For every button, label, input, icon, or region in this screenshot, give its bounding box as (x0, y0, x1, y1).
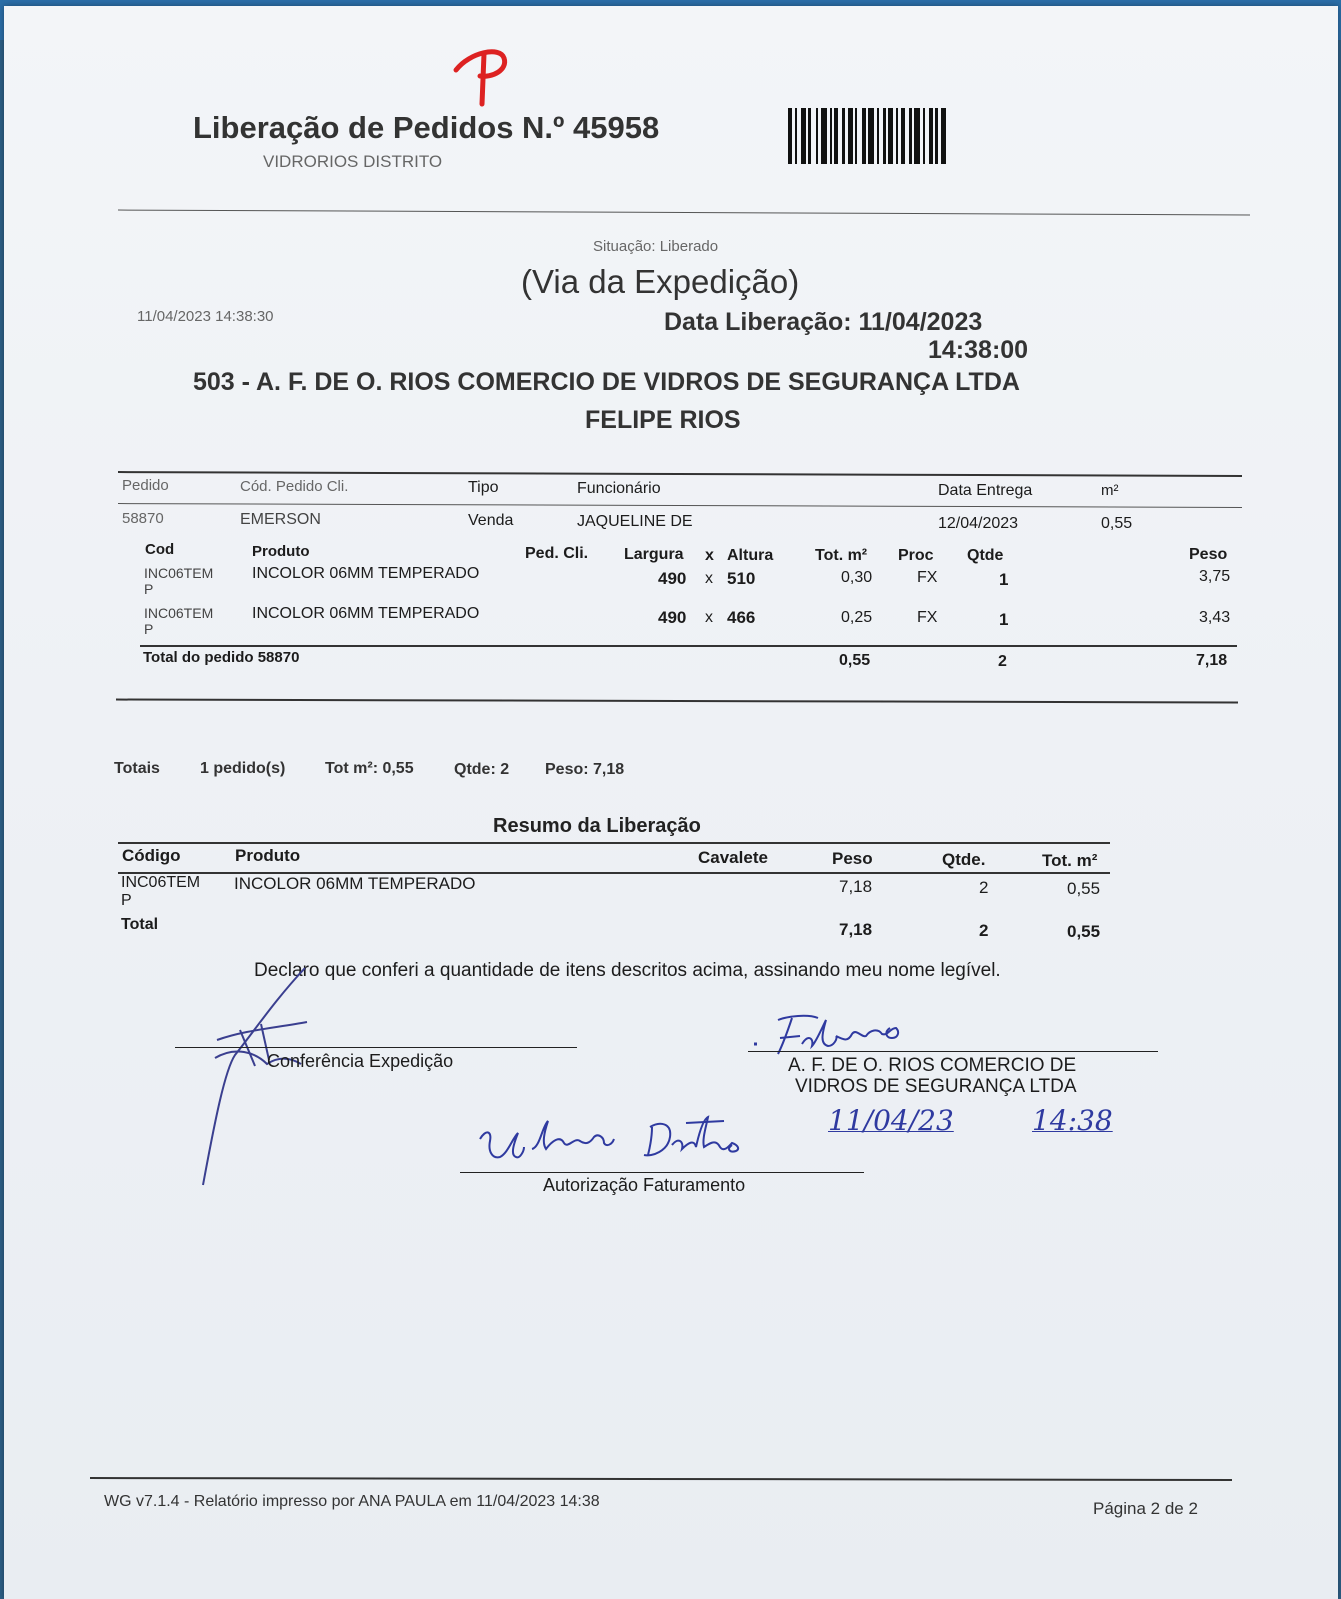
handwritten-p-mark (452, 42, 522, 112)
summary-total-peso: 7,18 (839, 920, 873, 939)
order-total-peso: 7,18 (1196, 652, 1228, 669)
summary-total-qtde: 2 (979, 921, 989, 940)
conferencia-signature-line (175, 1047, 577, 1048)
company-line2: VIDROS DE SEGURANÇA LTDA (795, 1076, 1077, 1097)
order-pedido-value: 58870 (122, 510, 164, 527)
totals-tot-m2: Tot m²: 0,55 (325, 760, 414, 777)
totals-qtde: Qtde: 2 (454, 761, 510, 778)
summary-produto: INCOLOR 06MM TEMPERADO (234, 874, 476, 893)
col-tipo: Tipo (468, 479, 499, 496)
order-m2-value: 0,55 (1101, 515, 1133, 532)
item-proc: FX (917, 609, 938, 626)
item-tot-m2: 0,25 (841, 609, 873, 626)
summary-col-qtde: Qtde. (942, 850, 986, 869)
item-col-qtde: Qtde (967, 547, 1004, 564)
item-produto: INCOLOR 06MM TEMPERADO (252, 605, 480, 622)
item-col-proc: Proc (898, 547, 934, 564)
item-peso: 3,43 (1199, 609, 1231, 626)
col-funcionario: Funcionário (577, 480, 661, 497)
summary-col-peso: Peso (832, 849, 873, 868)
barcode (788, 108, 990, 164)
summary-codigo-line1: INC06TEM (121, 874, 201, 891)
item-proc: FX (917, 569, 938, 586)
document-title: Liberação de Pedidos N.º 45958 (193, 110, 660, 145)
item-qtde: 1 (999, 570, 1009, 589)
handwritten-date: 11/04/23 (828, 1104, 954, 1137)
item-x: x (705, 570, 713, 587)
item-peso: 3,75 (1199, 568, 1231, 585)
summary-peso: 7,18 (839, 877, 873, 896)
client-line: 503 - A. F. DE O. RIOS COMERCIO DE VIDROS DE SEGURANÇA LTDA (193, 368, 1020, 396)
order-cod-cli-value: EMERSON (240, 511, 321, 528)
company-signature (748, 1010, 938, 1060)
item-col-x: x (705, 547, 714, 564)
item-produto: INCOLOR 06MM TEMPERADO (252, 565, 480, 582)
col-m2: m² (1101, 482, 1119, 499)
summary-col-codigo: Código (122, 846, 181, 865)
summary-title: Resumo da Liberação (493, 815, 701, 837)
item-col-produto: Produto (252, 543, 310, 560)
item-largura: 490 (658, 608, 687, 627)
item-cod-line1: INC06TEM (144, 565, 214, 581)
item-col-altura: Altura (727, 547, 774, 564)
item-col-cod: Cod (145, 541, 175, 558)
summary-total-label: Total (121, 916, 159, 933)
item-altura: 466 (727, 608, 756, 627)
order-total-rule (140, 645, 1237, 647)
summary-top-rule (118, 842, 1110, 844)
order-total-label: Total do pedido 58870 (143, 649, 300, 666)
autorizacao-label: Autorização Faturamento (543, 1175, 746, 1195)
item-cod-line1: INC06TEM (144, 605, 214, 621)
order-funcionario-value: JAQUELINE DE (577, 513, 693, 530)
totals-label: Totais (114, 760, 160, 777)
handwritten-time: 14:38 (1032, 1104, 1113, 1137)
summary-qtde: 2 (979, 878, 989, 897)
status-label: Situação: Liberado (593, 238, 719, 255)
item-cod-line2: P (144, 621, 154, 637)
item-col-ped-cli: Ped. Cli. (525, 545, 589, 562)
summary-col-tot-m2: Tot. m² (1042, 851, 1098, 870)
company-line1: A. F. DE O. RIOS COMERCIO DE (788, 1055, 1077, 1076)
col-cod-pedido-cli: Cód. Pedido Cli. (240, 478, 349, 495)
summary-total-tot-m2: 0,55 (1067, 922, 1101, 941)
summary-codigo-line2: P (121, 892, 132, 909)
order-data-entrega-value: 12/04/2023 (938, 515, 1019, 532)
item-largura: 490 (658, 569, 687, 588)
col-data-entrega: Data Entrega (938, 482, 1033, 499)
document-subtitle: VIDRORIOS DISTRITO (263, 152, 443, 171)
col-pedido: Pedido (122, 477, 169, 494)
item-tot-m2: 0,30 (841, 569, 873, 586)
release-date: Data Liberação: 11/04/2023 (664, 308, 983, 336)
client-name: FELIPE RIOS (585, 406, 741, 434)
item-col-peso: Peso (1189, 546, 1228, 563)
company-signature-line (748, 1051, 1158, 1052)
conferencia-signature (195, 960, 325, 1190)
summary-col-produto: Produto (235, 846, 301, 865)
conferencia-label: Conferência Expedição (267, 1051, 454, 1071)
totals-peso: Peso: 7,18 (545, 761, 625, 778)
summary-tot-m2: 0,55 (1067, 879, 1101, 898)
order-total-qtde: 2 (998, 653, 1007, 670)
item-col-tot-m2: Tot. m² (815, 547, 868, 564)
printed-timestamp: 11/04/2023 14:38:30 (137, 308, 274, 325)
release-time: 14:38:00 (928, 336, 1029, 364)
autorizacao-signature (474, 1113, 774, 1173)
declaration-text: Declaro que conferi a quantidade de itens descritos acima, assinando meu nome legível. (254, 960, 1001, 981)
autorizacao-signature-line (460, 1172, 864, 1173)
item-col-largura: Largura (624, 546, 684, 563)
order-tipo-value: Venda (468, 512, 514, 529)
item-altura: 510 (727, 569, 756, 588)
order-total-m2: 0,55 (839, 652, 871, 669)
footer-page-number: Página 2 de 2 (1093, 1499, 1198, 1518)
totals-pedidos: 1 pedido(s) (200, 760, 286, 777)
footer-report-info: WG v7.1.4 - Relatório impresso por ANA PAULA em 11/04/2023 14:38 (104, 1493, 600, 1510)
summary-col-cavalete: Cavalete (698, 848, 768, 867)
via-label: (Via da Expedição) (521, 263, 800, 300)
item-qtde: 1 (999, 610, 1009, 629)
item-cod-line2: P (144, 581, 154, 597)
item-x: x (705, 609, 713, 626)
